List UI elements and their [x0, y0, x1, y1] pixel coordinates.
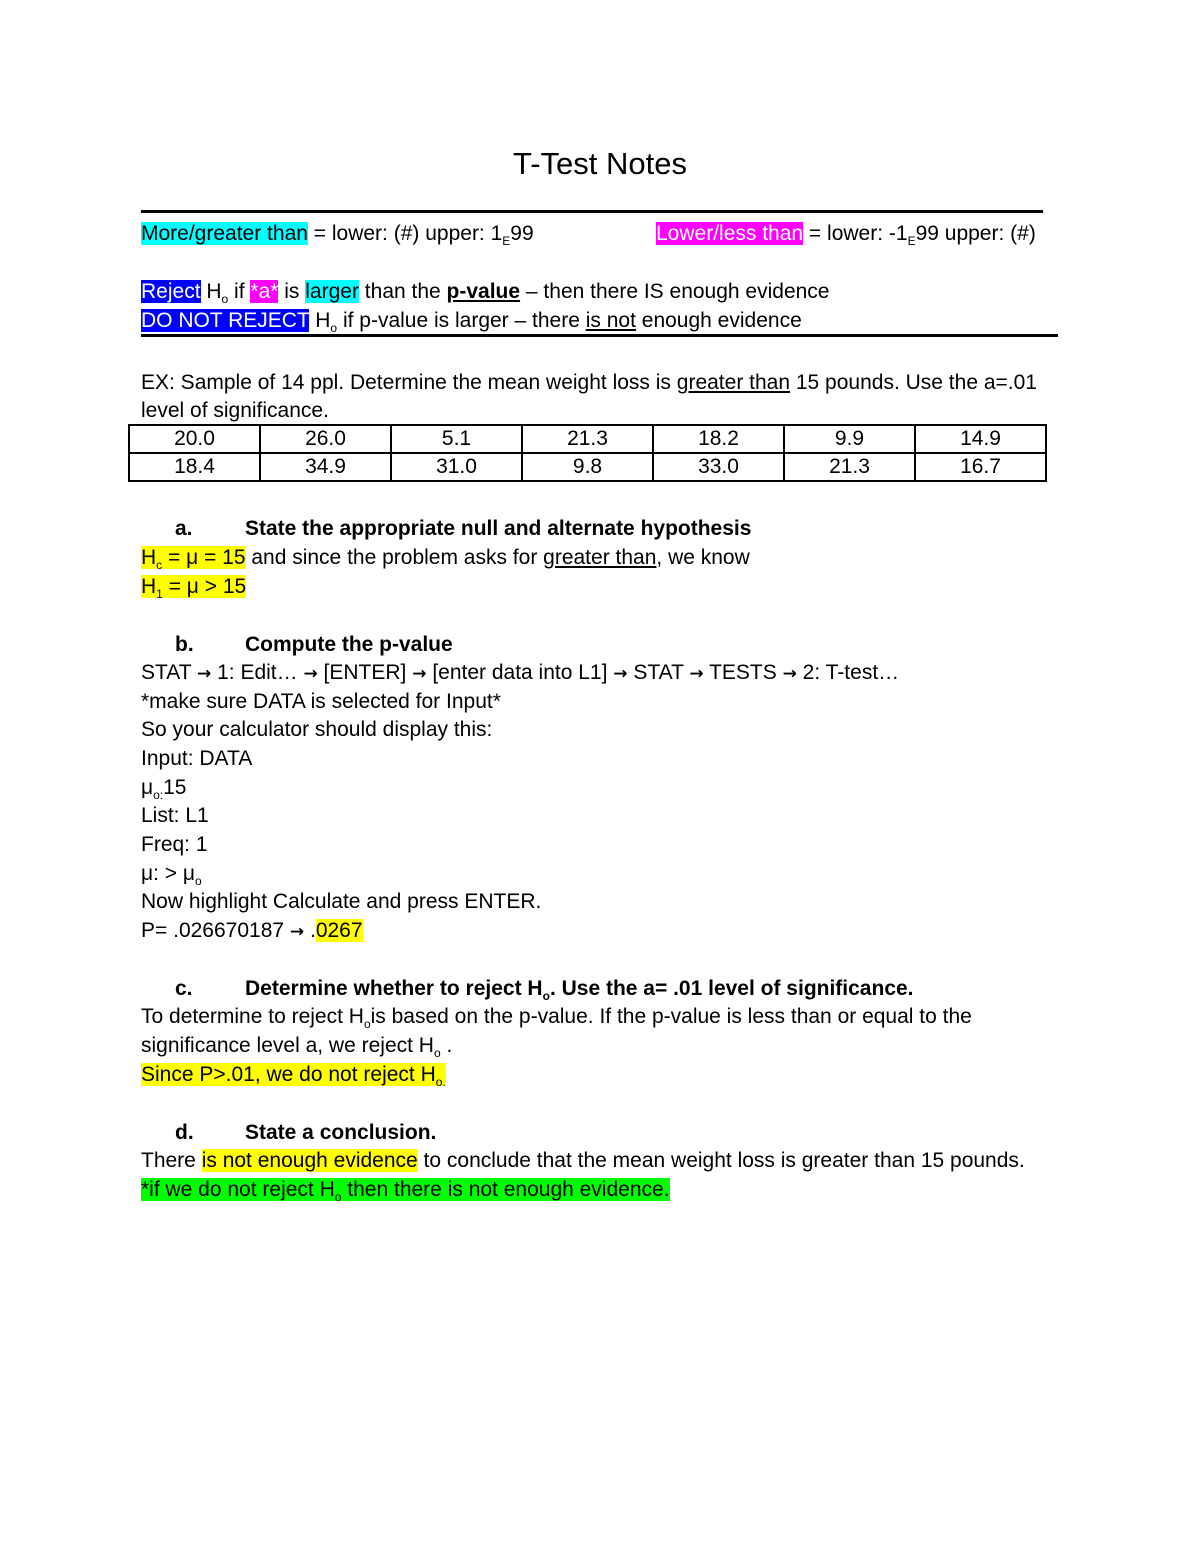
part-d-heading: d. State a conclusion. [175, 1121, 437, 1144]
rule-greater-less-line: More/greater than = lower: (#) upper: $1_E99$ [141, 222, 534, 249]
not-enough-evidence: is not enough evidence [201, 1149, 418, 1172]
greater-than-label: More/greater than [141, 222, 308, 245]
arrow-right-icon: → [197, 664, 212, 684]
part-a-heading: a. State the appropriate null and alternate hypothesis [175, 517, 752, 540]
null-hypothesis-line: $H_c = \mu = 15$ and since the problem asks for greater than, we know [141, 546, 750, 573]
table-cell: 18.4 [129, 453, 260, 481]
table-cell: 34.9 [260, 453, 391, 481]
rule-less-line: Lower/less than = lower: $-1_E99$ upper: (#) [656, 222, 1036, 249]
part-b-heading: b. Compute the p-value [175, 633, 453, 656]
p-value-label: p-value [446, 280, 521, 303]
example-line-2: level of significance. [141, 399, 329, 422]
decision-line [141, 1060, 446, 1097]
table-cell: 14.9 [915, 425, 1046, 453]
page-title: T-Test Notes [513, 146, 687, 181]
table-cell: 31.0 [391, 453, 522, 481]
do-not-reject-label: DO NOT REJECT [141, 309, 310, 332]
calculate-instruction: Now highlight Calculate and press ENTER. [141, 890, 542, 913]
table-cell: 21.3 [522, 425, 653, 453]
arrow-right-icon: → [782, 664, 797, 684]
alternate-hypothesis: $H_1 = \mu > 15$ [141, 575, 247, 602]
display-intro: So your calculator should display this: [141, 718, 493, 741]
table-cell: 9.8 [522, 453, 653, 481]
alpha-label: *a* [250, 280, 279, 303]
arrow-right-icon: → [613, 664, 628, 684]
arrow-right-icon: → [303, 664, 318, 684]
mu0-line: $\mu_{o:}15$ [141, 776, 187, 803]
table-cell: 33.0 [653, 453, 784, 481]
mu-line: μ: > $\mu_o$ [141, 862, 202, 889]
reject-rule-explanation-2: significance level a, we reject $H_o$ . [141, 1034, 453, 1061]
calculator-steps-line: STAT → 1: Edit… → [ENTER] → [enter data into L1] → STAT → TESTS → 2: T-test… [141, 661, 900, 684]
table-cell: 20.0 [129, 425, 260, 453]
table-row [129, 453, 1046, 481]
null-hypothesis: $H_c = \mu = 15$ [141, 546, 246, 573]
table-cell: 16.7 [915, 453, 1046, 481]
arrow-right-icon: → [689, 664, 704, 684]
reject-label: Reject [141, 280, 201, 303]
list-line: List: L1 [141, 804, 209, 827]
middle-divider [141, 334, 1058, 337]
freq-line: Freq: 1 [141, 833, 208, 856]
table-row [129, 425, 1046, 453]
top-divider [141, 210, 1043, 213]
conclusion-note [141, 1175, 670, 1212]
alternate-hypothesis-line [141, 572, 246, 609]
table-cell: 21.3 [784, 453, 915, 481]
p-value-result: 0267 [315, 919, 363, 942]
table-cell: 9.9 [784, 425, 915, 453]
table-cell: 5.1 [391, 425, 522, 453]
reject-rule-explanation-1: To determine to reject $H_ois$ based on the p-value. If the p-value is less than or equal to the [141, 1005, 972, 1032]
reject-rule-line: Reject $H_o$ if *a* is larger than the p-value – then there IS enough evidence [141, 280, 830, 307]
table-cell: 18.2 [653, 425, 784, 453]
input-line: Input: DATA [141, 747, 253, 770]
table-cell: 26.0 [260, 425, 391, 453]
example-line-1: EX: Sample of 14 ppl. Determine the mean weight loss is greater than 15 pounds. Use the a=.01 [141, 371, 1037, 394]
larger-label: larger [305, 280, 359, 303]
arrow-right-icon: → [412, 664, 427, 684]
decision: Since P>.01, we do not reject $H_{o.}$ [141, 1063, 446, 1090]
arrow-right-icon: → [289, 922, 305, 942]
sample-data-table [128, 424, 1047, 482]
conclusion-note-highlight: *if we do not reject $H_o$ then there is not enough evidence. [141, 1178, 670, 1205]
data-input-note: *make sure DATA is selected for Input* [141, 690, 501, 713]
is-not-label: is not [585, 309, 636, 332]
do-not-reject-rule-line: DO NOT REJECT $H_o$ if p-value is larger – there is not enough evidence [141, 309, 802, 336]
less-than-label: Lower/less than [656, 222, 804, 245]
conclusion-line: There is not enough evidence to conclude that the mean weight loss is greater than 15 pounds. [141, 1149, 1025, 1172]
part-c-heading: c. Determine whether to reject $H_o$. Use the a= .01 level of significance. [175, 977, 914, 1004]
p-value-line: P= .026670187 → .0267 [141, 919, 363, 942]
